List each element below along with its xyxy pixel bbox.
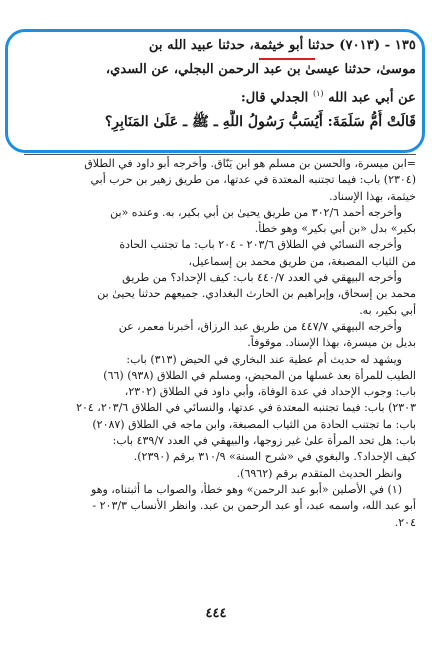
note-line: الطيب للمرأة بعد غسلها من المحيض، ومسلم في الطلاق (٩٣٨) (٦٦) [103,368,416,382]
footnotes [24,156,416,531]
note-line: وأخرجه البيهقي ٤٤٧/٧ من طريق عبد الرزاق، أخبرنا معمر، عن [118,319,402,333]
note-line: =ابن ميسرة، والحسن بن مسلم هو ابن يَنّاق. وأخرجه أبو داود في الطلاق [84,157,416,170]
note-line: وانظر الحديث المتقدم برقم (٦٩٦٢). [236,466,402,480]
hadith-reference: (٧٠١٣) [339,38,381,53]
note-line: بديل بن ميسرة، بهذا الإسناد. موقوفاً. [247,336,416,350]
note-line: باب: هل تحد المرأة علىٰ غير زوجها، والبيهقي في العدد ٤٣٩/٧ باب: [112,434,416,448]
note-line: وأخرجه أحمد ٣٠٢/٦ من طريق يحيىٰ بن أبي بكير، به. وعنده «بن [110,205,402,219]
hadith-text [18,34,416,134]
note-line: أبي بكير، به. [359,303,416,317]
hadith-number: ١٣٥ [394,38,416,53]
hadith-line-2: موسىٰ، حدثنا عيسىٰ بن عبد الرحمن البجلي، عن السدي، [105,62,416,77]
note-line: بكير» بدل «بن أبي بكير» وهو خطأ. [254,222,416,236]
note-line: وأخرجه البيهقي في العدد ٤٤٠/٧ باب: كيف الإحداد؟ من طريق [122,271,402,285]
footnote-marker: (١) [312,89,324,98]
note-line: محمد بن إسحاق، وإبراهيم بن الحارث البغدادي. جميعهم حدثنا يحيىٰ بن [97,287,416,301]
note-line: وأخرجه النسائي في الطلاق ٢٠٣/٦ - ٢٠٤ باب: ما تجتنب الحادة [119,238,402,252]
page-number: ٤٤٤ [205,606,227,621]
note-line: كيف الإحداد؟. والبغوي في «شرح السنة» ٣١٠/٩ برقم (٢٣٩٠). [133,450,416,464]
note-line: ويشهد له حديث أم عطية عند البخاري في الحيض (٣١٣) باب: [126,352,402,366]
note-line: أبو عبد الله، واسمه عبد، أو عبد الرحمن بن عبد. وانظر الأنساب ٢٠٣/٣ - [92,499,416,513]
note-line: ٢٠٤. [394,515,416,529]
note-line: باب: ما تجتنب الحادة من الثياب المصبغة، وابن ماجه في الطلاق (٢٠٨٧) [92,417,416,431]
hadith-line-3: عن أبي عبد الله $^{(١)}$ الجدلي قال: [240,89,416,106]
note-line: ٢٣٠٣) باب: فيما تجتنبه المعتدة في عدتها، والنسائي في الطلاق ٢٠٣/٦، ٢٠٤ [76,401,416,415]
note-line: (٢٣٠٤) باب: فيما تجتنبه المعتدة في عدتها، من طريق زهير بن حرب أبي [90,173,416,187]
hadith-line-4: قَالَتْ أُمُّ سَلَمَةَ: أَيُسَبُّ رَسُولُ اللَّهِ ـ ﷺ ـ عَلَىٰ المَنَابِرِ؟ [104,114,416,131]
note-line: باب: وجوب الإحداد في عدة الوفاة، وأبي داود في الطلاق (٢٣٠٢، [124,385,416,399]
footnote-separator [24,154,416,155]
note-line: (١) في الأصلين «أبو عبد الرحمن» وهو خطأ، والصواب ما أثبتناه، وهو [91,482,402,496]
hadith-line-1: ١٣٥ - (٧٠١٣) حدثنا أبو خيثمة، حدثنا عبيد الله بن [148,38,416,53]
note-line: خيثمة، بهذا الإسناد. [329,189,416,203]
note-line: من الثياب المصبغة، من طريق محمد بن إسماعيل، [188,254,416,268]
